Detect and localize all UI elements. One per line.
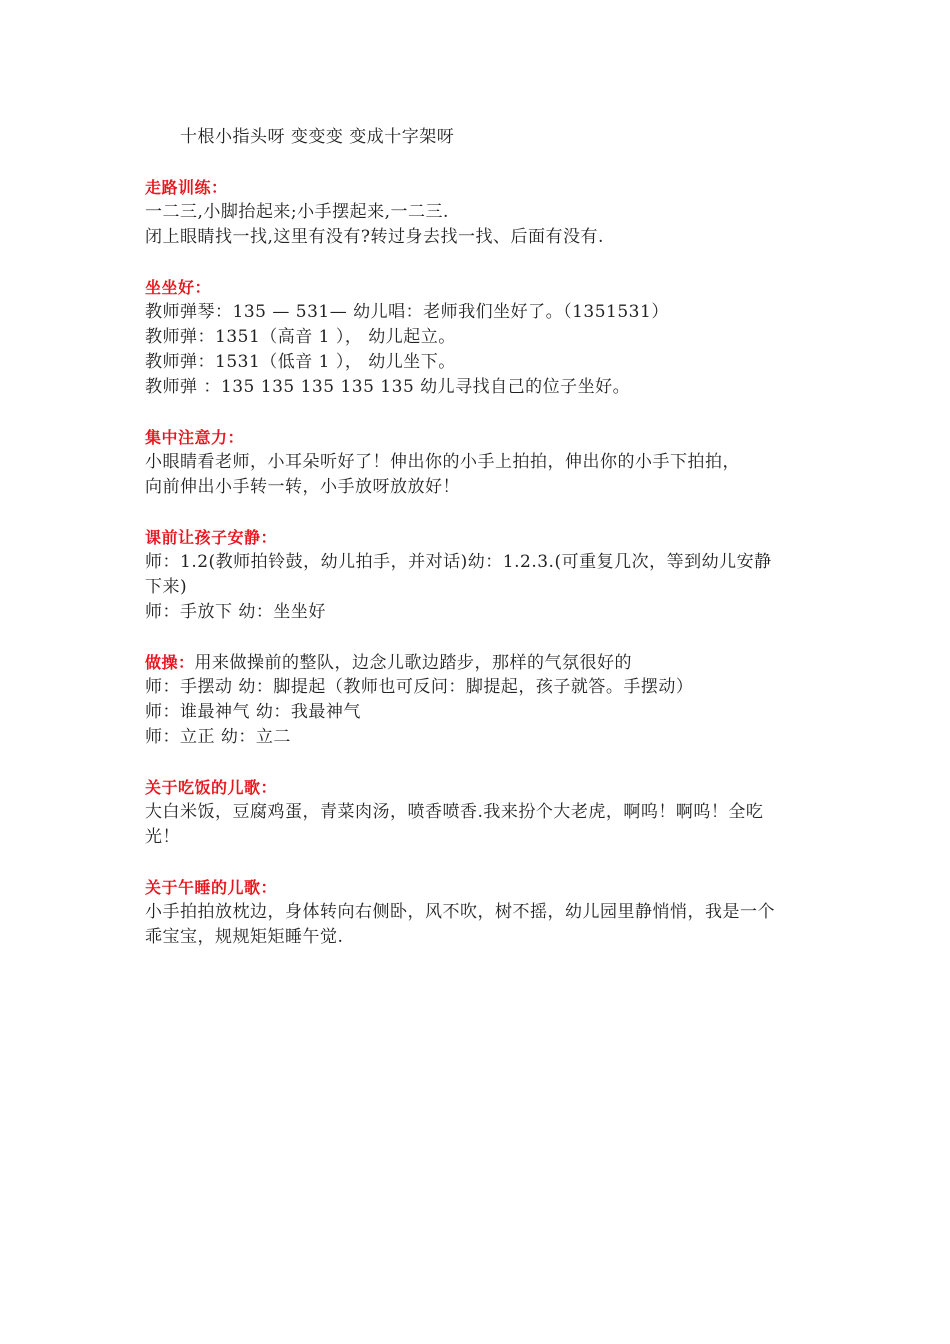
section-heading-exercise-row [145,650,632,676]
section-line: 师：1.2(教师拍铃鼓，幼儿拍手，并对话)幼：1.2.3.(可重复几次，等到幼儿安静 [145,552,772,572]
section-line: 教师弹琴：135 — 531— 幼儿唱：老师我们坐好了。（1351531） [145,302,669,322]
section-line: 师：谁最神气 幼：我最神气 [145,702,361,722]
section-line: 一二三,小脚抬起来;小手摆起来,一二三. [145,202,449,222]
section-heading-nap-song: 关于午睡的儿歌： [145,878,278,897]
section-line: 小眼睛看老师，小耳朵听好了！伸出你的小手上拍拍，伸出你的小手下拍拍， [145,452,740,472]
top-line: 十根小指头呀 变变变 变成十字架呀 [180,127,455,147]
section-heading-meal-song: 关于吃饭的儿歌： [145,778,278,797]
section-heading-exercise: 做操： [145,653,195,672]
section-line: 向前伸出小手转一转，小手放呀放放好！ [145,477,460,497]
section-line: 教师弹 ：135 135 135 135 135 幼儿寻找自己的位子坐好。 [145,377,631,397]
section-line: 乖宝宝，规规矩矩睡午觉. [145,927,344,947]
section-heading-sit-well: 坐坐好： [145,278,212,297]
section-line: 闭上眼睛找一找,这里有没有?转过身去找一找、后面有没有. [145,227,604,247]
section-line: 师：立正 幼：立二 [145,727,291,747]
section-line: 教师弹：1351（高音 1 ）， 幼儿起立。 [145,327,456,347]
section-line: 小手拍拍放枕边，身体转向右侧卧，风不吹，树不摇，幼儿园里静悄悄，我是一个 [145,902,775,922]
section-line: 光！ [145,827,180,847]
section-heading-attention: 集中注意力： [145,428,245,447]
section-heading-trailing: 用来做操前的整队，边念儿歌边踏步，那样的气氛很好的 [194,653,633,673]
section-line: 下来) [145,577,188,597]
section-line: 师：手放下 幼：坐坐好 [145,602,326,622]
section-heading-quiet: 课前让孩子安静： [145,528,278,547]
section-line: 师：手摆动 幼：脚提起（教师也可反问：脚提起，孩子就答。手摆动） [145,677,694,697]
section-line: 大白米饭，豆腐鸡蛋，青菜肉汤，喷香喷香.我来扮个大老虎，啊呜！啊呜！全吃 [145,802,764,822]
section-heading-walking: 走路训练： [145,178,228,197]
section-line: 教师弹：1531（低音 1 ）， 幼儿坐下。 [145,352,456,372]
